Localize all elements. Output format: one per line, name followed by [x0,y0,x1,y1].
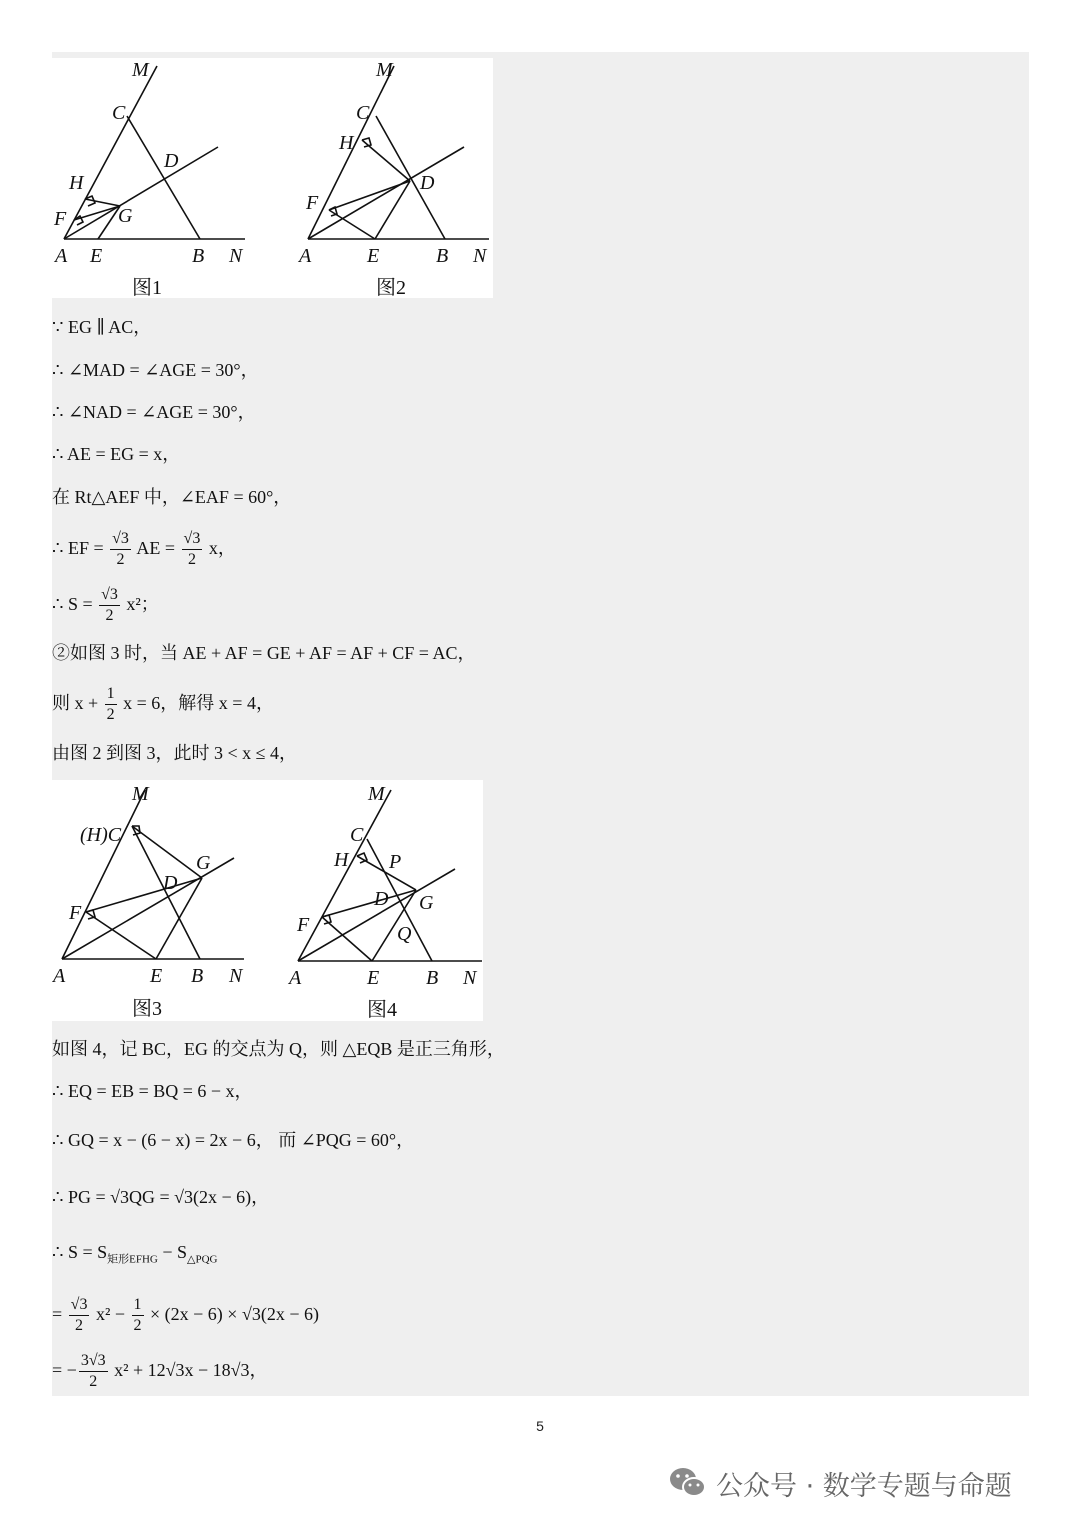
l7-frac-num: √3 [99,585,120,606]
solution-line-11: 如图 4，记 BC，EG 的交点为 Q，则 △EQB 是正三角形， [52,1039,505,1059]
solution-line-8: ②如图 3 时，当 AE + AF = GE + AF = AF + CF = AC， [52,643,476,663]
fig3-label-n: N [229,965,243,987]
l6-frac-1 [110,529,131,570]
page-number: 5 [536,1418,544,1434]
solution-line-15 [52,1240,218,1272]
fig4-caption: 图4 [367,999,397,1021]
fig4-label-b: B [426,967,439,989]
fig4-label-q: Q [397,923,412,945]
l17-frac-num: 3√3 [79,1351,108,1372]
fig1-label-n: N [229,245,243,267]
fig4-label-h: H [334,849,349,871]
l9-post: x = 6，解得 x = 4， [118,693,274,713]
fig1-label-g: G [118,205,133,227]
l7-pre: ∴ S = [52,594,98,614]
fig4-label-f: F [297,914,310,936]
l17-frac-den: 2 [89,1373,98,1391]
fig3-label-hc: (H)C [80,824,122,846]
fig3-label-b: B [191,965,204,987]
fig4-label-g: G [419,892,434,914]
l15-sub-1: 矩形EFHG [107,1253,158,1266]
solution-line-7 [52,576,159,632]
solution-line-13: ∴ GQ = x − (6 − x) = 2x − 6， 而 ∠PQG = 60°， [52,1130,415,1150]
figure-1-2 [52,58,493,298]
fig4-label-d: D [374,888,389,910]
fig2-label-d: D [420,172,435,194]
fig1-label-f: F [54,208,67,230]
fig3-label-g: G [196,852,211,874]
fig1-label-m: M [132,59,149,81]
solution-line-6 [52,520,236,576]
solution-line-10: 由图 2 到图 3，此时 3 < x ≤ 4， [52,743,298,763]
solution-line-2: ∴ ∠MAD = ∠AGE = 30°， [52,360,259,380]
fig4-label-a: A [289,967,302,989]
watermark-text: 公众号 · 数学专题与命题 [716,1470,1012,1502]
fig2-label-m: M [376,59,393,81]
fig1-label-c: C [112,102,126,124]
fig1-label-a: A [55,245,68,267]
fig3-caption: 图3 [132,998,162,1020]
solution-line-3: ∴ ∠NAD = ∠AGE = 30°， [52,402,256,422]
fig3-label-f: F [69,902,82,924]
l9-frac [105,684,117,725]
fig2-label-h: H [339,132,354,154]
solution-line-4: ∴ AE = EG = x， [52,444,181,464]
l16-frac-1 [69,1295,90,1336]
l7-frac-den: 2 [105,607,114,625]
solution-line-12: ∴ EQ = EB = BQ = 6 − x， [52,1081,253,1101]
solution-line-9 [52,675,274,731]
l16-frac1-den: 2 [75,1317,84,1335]
fig3-label-d: D [163,872,178,894]
fig3-label-a: A [53,965,66,987]
l15-sub-2: △PQG [187,1253,218,1266]
l15-mid: − S [157,1242,188,1262]
solution-line-5: 在 Rt△AEF 中，∠EAF = 60°， [52,487,292,507]
fig2-label-f: F [306,192,319,214]
fig1-label-b: B [192,245,205,267]
fig3-label-m: M [132,783,149,805]
l6-frac1-den: 2 [116,551,125,569]
l16-mid-1: x² − [91,1304,130,1324]
fig3-label-e: E [150,965,163,987]
fig1-caption: 图1 [132,277,162,298]
fig2-label-n: N [473,245,487,267]
l9-frac-den: 2 [106,706,115,724]
l6-mid: AE = [132,538,180,558]
solution-line-17 [52,1342,268,1398]
l6-frac2-num: √3 [182,529,203,550]
figure-3-4 [52,780,483,1021]
fig1-label-h: H [69,172,84,194]
l16-frac2-num: 1 [132,1295,144,1316]
l16-frac1-num: √3 [69,1295,90,1316]
document-page [52,52,1029,1396]
l16-frac-2 [132,1295,144,1336]
l7-frac [99,585,120,626]
solution-line-1: ∵ EG ∥ AC， [52,317,152,337]
geometry-figures-3-4 [52,780,483,1021]
l6-post: x， [204,538,236,558]
fig1-label-d: D [164,150,179,172]
fig4-label-m: M [368,783,385,805]
fig1-label-e: E [90,245,103,267]
fig2-label-b: B [436,245,449,267]
fig2-label-e: E [367,245,380,267]
solution-line-14: ∴ PG = √3QG = √3(2x − 6)， [52,1187,270,1207]
l6-frac1-num: √3 [110,529,131,550]
fig4-label-e: E [367,967,380,989]
l6-frac-2 [182,529,203,570]
l15-pre: ∴ S = S [52,1242,108,1262]
l9-pre: 则 x + [52,693,103,713]
solution-line-16 [52,1286,319,1342]
fig2-label-c: C [356,102,370,124]
l17-post: x² + 12√3x − 18√3， [109,1360,268,1380]
l9-frac-num: 1 [105,684,117,705]
l6-pre: ∴ EF = [52,538,109,558]
fig2-caption: 图2 [376,277,406,298]
fig4-label-n: N [463,967,477,989]
l17-frac [79,1351,108,1392]
l16-frac2-den: 2 [133,1317,142,1335]
l7-post: x²； [121,594,159,614]
l17-pre: = − [52,1360,77,1380]
l16-pre: = [52,1304,67,1324]
l6-frac2-den: 2 [187,551,196,569]
geometry-figures-1-2 [52,58,493,298]
fig2-label-a: A [299,245,312,267]
l16-mid-2: × (2x − 6) × √3(2x − 6) [145,1304,319,1324]
fig4-label-c: C [350,824,364,846]
watermark [668,1463,1012,1503]
wechat-icon [668,1465,708,1501]
fig4-label-p: P [389,851,402,873]
